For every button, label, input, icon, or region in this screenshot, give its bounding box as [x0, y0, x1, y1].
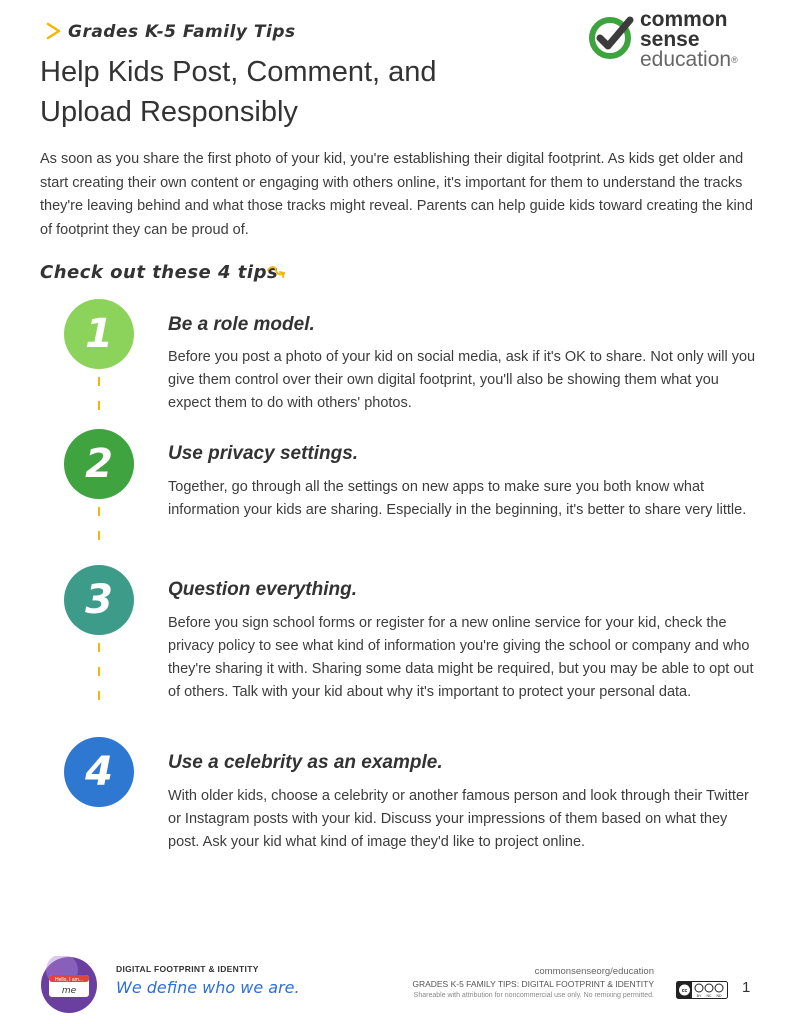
footer-license-line: Shareable with attribution for noncommercial use only. No remixing permitted.	[413, 992, 654, 999]
tip-body: With older kids, choose a celebrity or another famous person and look through their Twitter or Instagram posts with your kid. Discuss your impressions of them based on what they post. Ask your kid what kind of image they'd like to project online.	[168, 788, 749, 850]
checkmark-logo-icon	[586, 12, 636, 62]
logo-line2: sense	[640, 28, 700, 51]
svg-text:Hello, I am...: Hello, I am...	[54, 977, 84, 983]
footer-grades-line: GRADES K-5 FAMILY TIPS: DIGITAL FOOTPRINT & IDENTITY	[412, 979, 654, 989]
svg-text:ND: ND	[716, 994, 722, 998]
logo-wordmark	[640, 10, 738, 70]
timeline-dash	[98, 643, 100, 652]
svg-text:NC: NC	[706, 994, 712, 998]
name-tag-badge-icon	[40, 956, 98, 1014]
logo-line1: common	[640, 8, 728, 31]
svg-text:cc: cc	[681, 988, 688, 994]
chevron-right-icon	[46, 22, 62, 42]
page-title: Help Kids Post, Comment, and Upload Responsibly	[40, 56, 437, 128]
tip-title: Be a role model.	[168, 314, 315, 335]
tip-body: Together, go through all the settings on new apps to make sure you both know what information your kids are sharing. Especially in the beginning, it's better to share very little.	[168, 479, 747, 518]
tip-number-badge: 2	[64, 429, 134, 499]
footer-url[interactable]: commonsenseorg/education	[534, 966, 654, 977]
creative-commons-icon	[676, 981, 728, 999]
tip-number-badge: 1	[64, 299, 134, 369]
tip-number-badge: 4	[64, 737, 134, 807]
tip-title: Use privacy settings.	[168, 443, 359, 464]
tip-number-badge: 3	[64, 565, 134, 635]
tips-heading: Check out these 4 tips	[40, 262, 279, 283]
timeline-dash	[98, 531, 100, 540]
timeline-dash	[98, 507, 100, 516]
footer-slogan: We define who we are.	[116, 978, 300, 997]
timeline-dash	[98, 401, 100, 410]
footer-topic: DIGITAL FOOTPRINT & IDENTITY	[116, 964, 259, 974]
curved-arrow-icon	[266, 265, 286, 281]
svg-text:BY: BY	[696, 994, 702, 998]
intro-paragraph: As soon as you share the first photo of your kid, you're establishing their digital footprint. As kids get older and start creating their own content or engaging with others online, it's important for them to understand the tracks they're leaving behind and what those tracks might reveal. Parents can help guide kids toward creating the kind of footprint they can be proud of.	[40, 151, 753, 238]
tip-body: Before you sign school forms or register for a new online service for your kid, check the privacy policy to see what kind of information you're giving the school or company and who they're sharing it with. Sharing some data might be required, but you may be able to opt out of others. Talk with your kid about why it's important to protect your personal data.	[168, 615, 754, 700]
tip-body: Before you post a photo of your kid on social media, ask if it's OK to share. Not only will you give them control over their own digital footprint, you'll also be showing them what you expect them to do with others' photos.	[168, 349, 756, 411]
svg-text:me: me	[61, 986, 77, 996]
logo-line3: education®	[640, 48, 738, 71]
timeline-dash	[98, 377, 100, 386]
footer-credits	[412, 966, 654, 1002]
kicker-text: Grades K-5 Family Tips	[68, 22, 296, 42]
tip-title: Use a celebrity as an example.	[168, 752, 443, 773]
timeline-dash	[98, 667, 100, 676]
timeline-dash	[98, 691, 100, 700]
page-number: 1	[742, 979, 751, 996]
kicker	[46, 22, 296, 42]
tip-title: Question everything.	[168, 579, 357, 600]
